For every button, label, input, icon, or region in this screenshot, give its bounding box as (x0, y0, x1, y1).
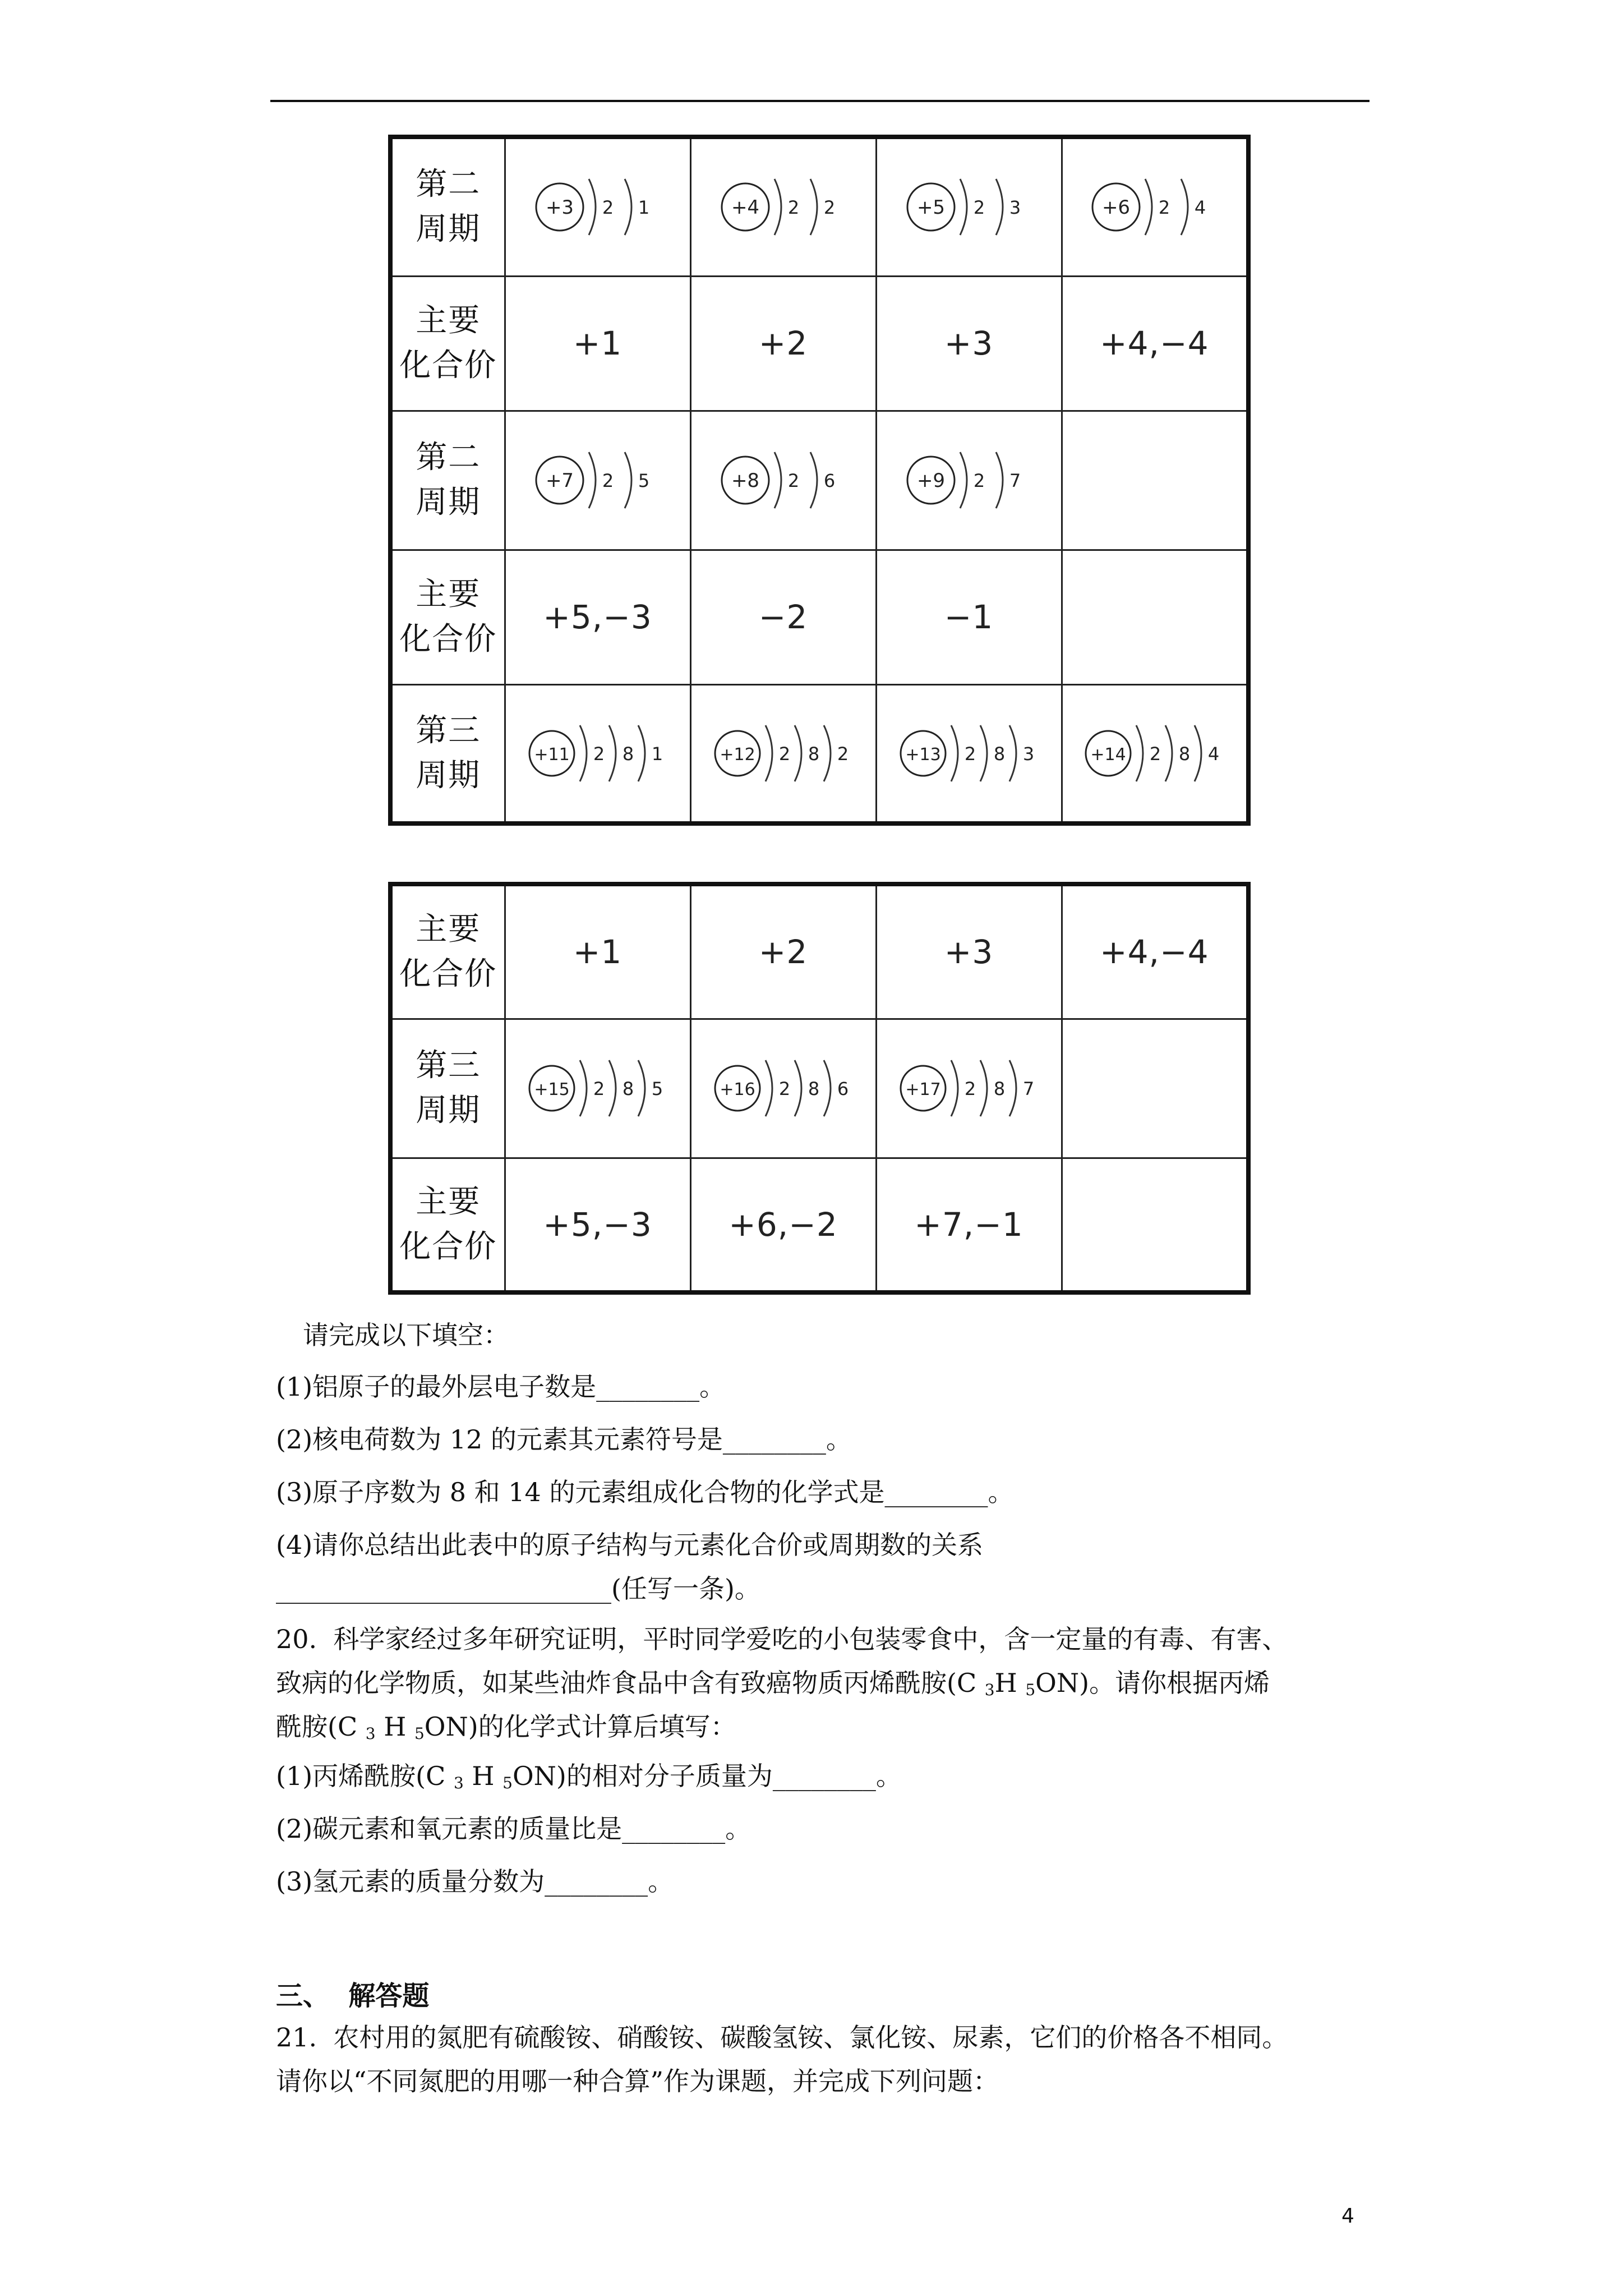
atom-diagram (526, 719, 670, 788)
row-header-line: 第三 (416, 712, 481, 749)
row-header-line: 化合价 (399, 621, 497, 657)
atom-cell (876, 1019, 1062, 1158)
shell-electron-count: 3 (1009, 197, 1021, 219)
q20-line-3: 酰胺(C $_3$ H $_5$ON)的化学式计算后填写： (276, 1711, 736, 1743)
electron-shell-arc (824, 725, 831, 781)
shell-electron-count: 2 (823, 197, 835, 219)
electron-shell-arc (625, 452, 631, 508)
q20-question-1: (1)丙烯酰胺(C $_3$ H $_5$ON)的相对分子质量为________。 (276, 1761, 902, 1792)
nucleus-charge: +15 (533, 1080, 570, 1099)
valence-row (390, 276, 1248, 411)
q19-question-4-line-1: (4)请你总结出此表中的原子结构与元素化合价或周期数的关系 (276, 1530, 984, 1560)
atom-diagram (1089, 172, 1219, 242)
atom-diagram (712, 719, 855, 788)
shell-electron-count: 5 (651, 1078, 663, 1099)
atom-diagram (904, 172, 1034, 242)
electron-shell-arc (960, 452, 967, 508)
q19-question-4-line-2: __________________________(任写一条)。 (276, 1573, 760, 1604)
row-header-line: 第二 (416, 166, 481, 203)
section-3-title: 三、 解答题 (276, 1980, 430, 2012)
electron-shell-arc (609, 1060, 616, 1116)
atom-diagram (904, 445, 1034, 515)
electron-shell-arc (1136, 725, 1143, 781)
q19-question-3: (3)原子序数为 8 和 14 的元素组成化合物的化学式是________。 (276, 1477, 1014, 1507)
shell-electron-count: 6 (823, 470, 835, 491)
electron-shell-arc (824, 1060, 831, 1116)
period-row (390, 411, 1248, 550)
electron-shell-arc (580, 725, 587, 781)
shell-electron-count: 2 (778, 1078, 790, 1099)
electron-shell-arc (766, 1060, 772, 1116)
row-header-line: 周期 (416, 757, 481, 794)
periodic-table-part-1 (388, 135, 1251, 826)
valence-cell: +5,−3 (505, 550, 690, 684)
row-header-line: 周期 (416, 484, 481, 521)
electron-shell-arc (774, 452, 781, 508)
shell-electron-count: 2 (593, 743, 605, 765)
atom-diagram (712, 1053, 855, 1123)
row-header-line: 周期 (416, 1092, 481, 1129)
row-header-line: 化合价 (399, 956, 497, 993)
row-header (390, 550, 505, 684)
electron-shell-arc (1195, 725, 1201, 781)
atom-structure-diagram (712, 719, 855, 788)
atom-structure-diagram (526, 719, 670, 788)
atom-structure-diagram (533, 172, 663, 242)
periodic-table-part-2 (388, 882, 1251, 1295)
electron-shell-arc (810, 452, 817, 508)
shell-electron-count: 3 (1022, 743, 1034, 765)
shell-electron-count: 2 (973, 197, 985, 219)
q19-question-1: (1)铝原子的最外层电子数是________。 (276, 1372, 726, 1402)
shell-electron-count: 7 (1009, 470, 1021, 491)
row-header-line: 主要 (416, 911, 481, 948)
shell-electron-count: 8 (1179, 743, 1191, 765)
row-header-line: 主要 (416, 302, 481, 339)
row-header-line: 主要 (416, 1183, 481, 1220)
nucleus-charge: +13 (905, 744, 941, 765)
atom-diagram (718, 445, 849, 515)
atom-structure-diagram (712, 1053, 855, 1123)
atom-cell (1062, 411, 1248, 550)
atom-cell (690, 137, 876, 276)
electron-shell-arc (589, 179, 596, 235)
row-header-line: 第三 (416, 1047, 481, 1084)
atom-cell (876, 411, 1062, 550)
shell-electron-count: 1 (638, 197, 649, 219)
shell-electron-count: 2 (787, 470, 799, 491)
nucleus-charge: +4 (731, 196, 759, 219)
shell-electron-count: 2 (837, 743, 849, 765)
valence-cell (1062, 1158, 1248, 1292)
shell-electron-count: 2 (964, 1078, 976, 1099)
atom-cell (1062, 1019, 1248, 1158)
atom-structure-diagram (904, 172, 1034, 242)
shell-electron-count: 2 (1159, 197, 1170, 219)
electron-shell-arc (1165, 725, 1172, 781)
q19-question-2: (2)核电荷数为 12 的元素其元素符号是________。 (276, 1424, 852, 1455)
q20-line-1: 20. 科学家经过多年研究证明，平时同学爱吃的小包装零食中，含一定量的有毒、有害、 (276, 1624, 1288, 1654)
atom-structure-diagram (897, 719, 1041, 788)
nucleus-charge: +3 (545, 196, 574, 219)
electron-shell-arc (638, 725, 645, 781)
row-header-line: 化合价 (399, 1228, 497, 1265)
atom-structure-diagram (904, 445, 1034, 515)
valence-cell: +1 (505, 276, 690, 411)
electron-shell-arc (638, 1060, 645, 1116)
atom-cell (690, 684, 876, 823)
shell-electron-count: 8 (622, 743, 634, 765)
nucleus-charge: +14 (1090, 744, 1126, 765)
nucleus-charge: +7 (545, 470, 574, 492)
electron-shell-arc (810, 179, 817, 235)
q20-question-2: (2)碳元素和氧元素的质量比是________。 (276, 1814, 751, 1844)
row-header-line: 化合价 (399, 347, 497, 384)
shell-electron-count: 2 (1150, 743, 1161, 765)
header-rule (270, 100, 1370, 102)
nucleus-charge: +11 (533, 744, 570, 765)
nucleus-charge: +17 (905, 1080, 941, 1099)
electron-shell-arc (774, 179, 781, 235)
atom-structure-diagram (1082, 719, 1226, 788)
valence-cell: +2 (690, 276, 876, 411)
row-header (390, 137, 505, 276)
shell-electron-count: 6 (837, 1078, 849, 1099)
shell-electron-count: 1 (651, 743, 663, 765)
row-header (390, 684, 505, 823)
shell-electron-count: 2 (973, 470, 985, 491)
electron-shell-arc (589, 452, 596, 508)
valence-cell (1062, 550, 1248, 684)
valence-cell: +2 (690, 884, 876, 1019)
electron-shell-arc (580, 1060, 587, 1116)
atom-cell (1062, 137, 1248, 276)
atom-diagram (718, 172, 849, 242)
shell-electron-count: 4 (1208, 743, 1220, 765)
atom-diagram (526, 1053, 670, 1123)
nucleus-charge: +5 (916, 196, 945, 219)
valence-cell: +4,−4 (1062, 276, 1248, 411)
electron-shell-arc (795, 725, 801, 781)
atom-diagram (533, 445, 663, 515)
shell-electron-count: 2 (602, 470, 614, 491)
electron-shell-arc (951, 1060, 958, 1116)
q19-intro: 请完成以下填空： (303, 1320, 509, 1350)
row-header-line: 主要 (416, 576, 481, 613)
atom-structure-diagram (718, 445, 849, 515)
shell-electron-count: 7 (1022, 1078, 1034, 1099)
valence-cell: +1 (505, 884, 690, 1019)
shell-electron-count: 8 (808, 743, 819, 765)
valence-cell: +3 (876, 276, 1062, 411)
valence-row (390, 550, 1248, 684)
nucleus-charge: +16 (719, 1080, 755, 1099)
atom-cell (505, 1019, 690, 1158)
shell-electron-count: 2 (787, 197, 799, 219)
row-header (390, 276, 505, 411)
shell-electron-count: 8 (993, 1078, 1005, 1099)
nucleus-charge: +9 (916, 470, 945, 492)
atom-diagram (897, 1053, 1041, 1123)
valence-cell: −2 (690, 550, 876, 684)
row-header-line: 第二 (416, 439, 481, 476)
nucleus-charge: +12 (719, 744, 755, 765)
atom-cell (690, 1019, 876, 1158)
atom-diagram (533, 172, 663, 242)
q20-line-2: 致病的化学物质，如某些油炸食品中含有致癌物质丙烯酰胺(C $_3$H $_5$ON)。请你根据丙烯 (276, 1668, 1270, 1699)
atom-diagram (897, 719, 1041, 788)
electron-shell-arc (609, 725, 616, 781)
atom-structure-diagram (718, 172, 849, 242)
page-number: 4 (1341, 2205, 1354, 2228)
electron-shell-arc (980, 1060, 987, 1116)
row-header (390, 884, 505, 1019)
electron-shell-arc (996, 452, 1003, 508)
atom-diagram (1082, 719, 1226, 788)
electron-shell-arc (996, 179, 1003, 235)
shell-electron-count: 2 (593, 1078, 605, 1099)
q21-line-2: 请你以“不同氮肥的用哪一种合算”作为课题，并完成下列问题： (276, 2066, 999, 2096)
shell-electron-count: 8 (808, 1078, 819, 1099)
electron-shell-arc (1145, 179, 1152, 235)
valence-cell: +5,−3 (505, 1158, 690, 1292)
atom-cell (505, 684, 690, 823)
shell-electron-count: 2 (602, 197, 614, 219)
valence-cell: +3 (876, 884, 1062, 1019)
valence-row (390, 1158, 1248, 1292)
shell-electron-count: 2 (964, 743, 976, 765)
atom-structure-diagram (526, 1053, 670, 1123)
nucleus-charge: +6 (1102, 196, 1131, 219)
nucleus-charge: +8 (731, 470, 759, 492)
period-row (390, 684, 1248, 823)
electron-shell-arc (960, 179, 967, 235)
valence-row (390, 884, 1248, 1019)
atom-cell (690, 411, 876, 550)
q21-line-1: 21. 农村用的氮肥有硫酸铵、硝酸铵、碳酸氢铵、氯化铵、尿素，它们的价格各不相同。 (276, 2022, 1288, 2053)
row-header (390, 411, 505, 550)
atom-cell (876, 137, 1062, 276)
atom-cell (876, 684, 1062, 823)
electron-shell-arc (625, 179, 631, 235)
row-header (390, 1158, 505, 1292)
period-row (390, 1019, 1248, 1158)
electron-shell-arc (795, 1060, 801, 1116)
electron-shell-arc (1009, 725, 1016, 781)
electron-shell-arc (766, 725, 772, 781)
atom-structure-diagram (533, 445, 663, 515)
electron-shell-arc (1009, 1060, 1016, 1116)
valence-cell: +6,−2 (690, 1158, 876, 1292)
electron-shell-arc (951, 725, 958, 781)
valence-cell: +4,−4 (1062, 884, 1248, 1019)
row-header (390, 1019, 505, 1158)
shell-electron-count: 2 (778, 743, 790, 765)
valence-cell: −1 (876, 550, 1062, 684)
row-header-line: 周期 (416, 211, 481, 248)
atom-cell (505, 411, 690, 550)
valence-cell: +7,−1 (876, 1158, 1062, 1292)
atom-structure-diagram (1089, 172, 1219, 242)
atom-structure-diagram (897, 1053, 1041, 1123)
q20-question-3: (3)氢元素的质量分数为________。 (276, 1866, 674, 1897)
shell-electron-count: 8 (993, 743, 1005, 765)
shell-electron-count: 8 (622, 1078, 634, 1099)
atom-cell (1062, 684, 1248, 823)
shell-electron-count: 4 (1195, 197, 1206, 219)
atom-cell (505, 137, 690, 276)
period-row (390, 137, 1248, 276)
shell-electron-count: 5 (638, 470, 649, 491)
electron-shell-arc (980, 725, 987, 781)
electron-shell-arc (1181, 179, 1188, 235)
